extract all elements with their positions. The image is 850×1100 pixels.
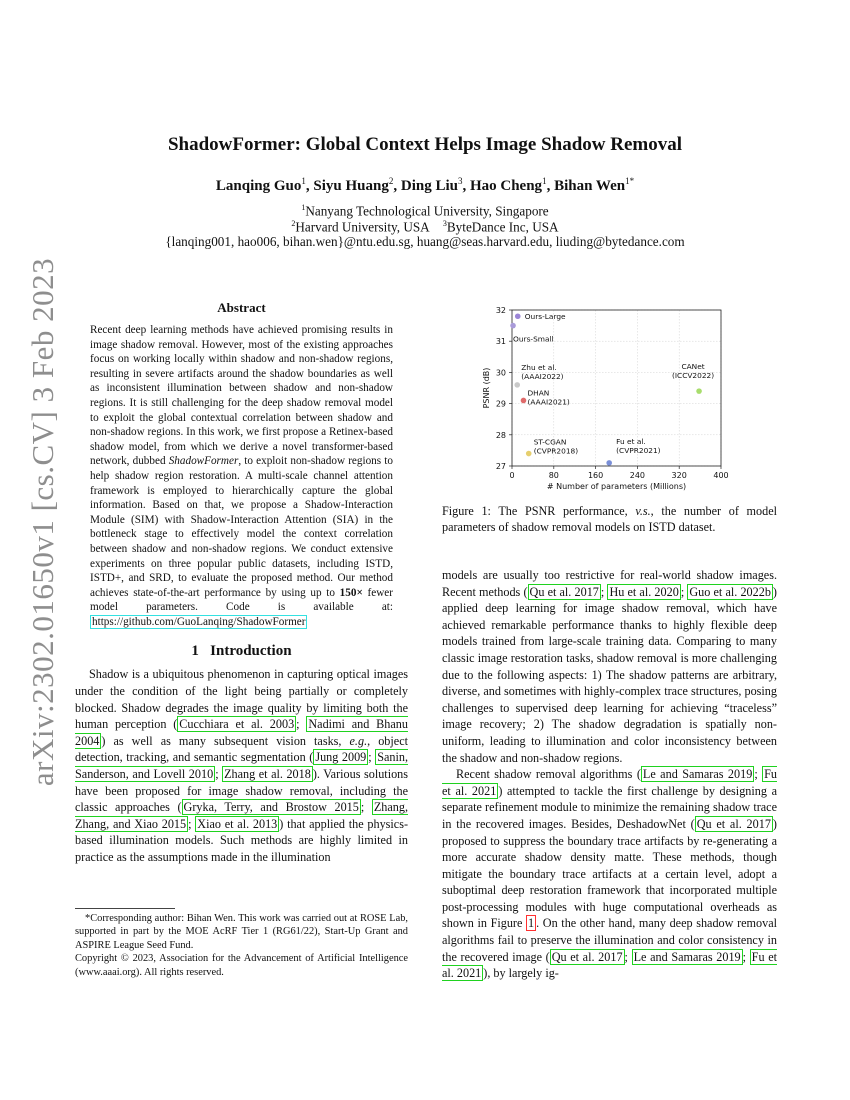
affil-text: ByteDance Inc, USA <box>446 219 559 235</box>
data-label: (AAAI2022) <box>521 371 564 381</box>
abstract-text: fewer model parameters. Code is available at: <box>90 586 393 614</box>
copyright-notice: Copyright © 2023, Association for the Advancement of Artificial Intelligence (www.aaai.org). All rights reserved. <box>75 953 408 978</box>
data-label: CANet <box>681 362 705 372</box>
footnote-text: *Corresponding author: Bihan Wen. This work was carried out at ROSE Lab, supported in part by the MOE AcRF Tier 1 (RG61/22), Start-Up Grant and ASPIRE League Seed Fund. <box>75 913 408 951</box>
code-url-link[interactable]: https://github.com/GuoLanqing/ShadowFormer <box>92 615 306 628</box>
section-number: 1 <box>191 643 199 660</box>
author-affil: 1* <box>625 176 635 186</box>
intro-paragraph <box>442 766 777 982</box>
citation-link[interactable]: Zhang et al. 2018 <box>224 767 311 782</box>
body-text: . On the other hand, many deep shadow removal algorithms fail to preserve the illumination and color consistency in the recovered image ( <box>442 916 778 964</box>
y-tick-label: 31 <box>495 337 506 347</box>
x-tick-label: 80 <box>548 471 559 480</box>
author-affil: 1 <box>301 176 306 186</box>
caption-text: , the number of model parameters of shadow removal models on ISTD dataset. <box>442 504 778 534</box>
intro-paragraph-cont <box>442 567 777 766</box>
x-tick-label: 400 <box>713 471 729 480</box>
abstract-heading: Abstract <box>217 300 266 315</box>
citation-link[interactable]: Qu et al. 2017 <box>696 816 771 831</box>
paper-title: ShadowFormer: Global Context Helps Image Shadow Removal <box>167 134 683 155</box>
data-label: ST-CGAN <box>533 437 567 447</box>
body-text: ) attempted to tackle the first challenge by designing a separate refinement module to minimize the remaining shadow trace in the recovered images. Besides, DeshadowNet ( <box>442 783 778 831</box>
arxiv-sidebar <box>18 257 68 787</box>
data-label: Ours-Small <box>513 334 554 344</box>
citation-link[interactable]: Guo et al. 2022b <box>689 584 771 599</box>
right-column <box>442 567 777 982</box>
citation-link[interactable]: Nadimi and Bhanu 2004 <box>75 717 408 748</box>
affiliation-1 <box>0 203 850 219</box>
figure-ref-link[interactable]: 1 <box>528 916 535 931</box>
author-name: Hao Cheng <box>469 178 543 194</box>
body-text: ). Various solutions have been proposed for image shadow removal, including the classic approaches ( <box>75 767 409 815</box>
author-emails: {lanqing001, hao006, bihan.wen}@ntu.edu.sg, huang@seas.harvard.edu, liuding@bytedance.com <box>165 234 685 249</box>
citation-separator: ; <box>754 767 763 782</box>
body-text: Recent shadow removal algorithms ( <box>456 767 641 782</box>
citation-link[interactable]: Zhang, Zhang, and Xiao 2015 <box>75 800 409 831</box>
data-label: (AAAI2021) <box>527 397 570 407</box>
x-tick-label: 0 <box>509 471 515 480</box>
data-label: (CVPR2021) <box>616 445 661 455</box>
citation-link[interactable]: Le and Samaras 2019 <box>633 949 741 964</box>
citation-separator: ; <box>215 767 223 782</box>
body-text: ), by largely ig- <box>483 966 559 981</box>
section-heading-introduction <box>75 643 408 660</box>
data-label: Ours-Large <box>524 312 566 322</box>
citation-separator: ; <box>360 800 372 815</box>
abstract-text: , to exploit non-shadow regions to help shadow region restoration. A multi-scale channel attention framework is employed to hierarchically capture the global information. Based on that, we propose a Shadow-Interaction Module (SIM) with Shadow-Interaction Attention (SIA) in the bottleneck stage to effectively model the context correlation between shadow and non-shadow regions. We conduct extensive experiments on three popular public datasets, including ISTD, ISTD+, and SRD, to evaluate the proposed method. Our method achieves state-of-the-art performance by using up to <box>90 455 393 599</box>
citation-link[interactable]: Sanin, Sanderson, and Lovell 2010 <box>75 750 408 782</box>
x-axis-label: # Number of parameters (Millions) <box>546 482 687 491</box>
citation-link[interactable]: Gryka, Terry, and Brostow 2015 <box>183 800 359 815</box>
left-column <box>75 300 408 866</box>
citation-link[interactable]: Xiao et al. 2013 <box>197 816 278 831</box>
y-axis-label: PSNR (dB) <box>482 367 491 409</box>
author-list: Lanqing Guo$^1$, Siyu Huang$^2$, Ding Liu$^3$, Hao Cheng$^1$, Bihan Wen$^{1*}$ <box>215 176 635 194</box>
affil-mark: 3 <box>442 219 447 228</box>
arxiv-id: arXiv:2302.01650v1 [cs.CV] 3 Feb 2023 <box>25 257 60 787</box>
data-point-ours-small <box>510 323 516 329</box>
body-text: ) as well as many subsequent vision tasks, <box>101 733 350 748</box>
body-text: ) applied deep learning for image shadow removal, which have achieved remarkable performance thanks to highly flexible deep models trained from large-scale training data. Comparing to many classic image restoration tasks, shadow removal is more challenging due to the following aspects: 1) The shadow patterns are arbitrary, diverse, and sometimes with highly-complex trace structures, posing challenges to supervised deep learning for achieving “traceless” image recovery; 2) The shadow degradation is spatially non-uniform, leading to illumination and color inconsistency between the shadow and non-shadow regions. <box>442 584 777 765</box>
psnr-scatter-chart <box>476 302 746 498</box>
abstract-emphasis: ShadowFormer <box>168 455 239 468</box>
data-point-canet <box>696 388 702 394</box>
y-tick-label: 30 <box>495 368 506 378</box>
affiliation-2-3 <box>0 219 850 235</box>
citation-separator: ; <box>600 584 608 599</box>
data-label: DHAN <box>527 388 550 398</box>
affil-mark: 1 <box>301 203 306 212</box>
y-tick-label: 29 <box>495 399 506 409</box>
intro-paragraph <box>75 666 408 865</box>
y-tick-label: 27 <box>495 462 506 471</box>
author-affil: 1 <box>542 176 547 186</box>
citation-separator: ; <box>296 717 307 732</box>
x-tick-label: 320 <box>671 471 687 480</box>
affil-text: Harvard University, USA <box>295 219 430 235</box>
data-point-fu-et-al- <box>606 460 612 466</box>
citation-link[interactable]: Qu et al. 2017 <box>529 584 599 599</box>
affil-mark: 2 <box>291 219 296 228</box>
data-label: (CVPR2018) <box>533 446 579 456</box>
y-tick-label: 28 <box>495 430 506 440</box>
caption-emphasis: v.s. <box>635 504 651 518</box>
body-text: , object detection, tracking, and semantic segmentation ( <box>75 733 408 765</box>
abstract-body <box>90 323 393 629</box>
citation-link[interactable]: Fu et al. 2021 <box>442 949 777 981</box>
citation-link[interactable]: Jung 2009 <box>315 750 367 765</box>
citation-link[interactable]: Hu et al. 2020 <box>609 584 679 599</box>
body-emphasis: e.g. <box>349 733 368 748</box>
citation-link[interactable]: Fu et al. 2021 <box>442 767 777 798</box>
body-text: ) that applied the physics-based illumination models. Such methods are highly limited in practice as the assumptions made in the illumination <box>75 816 409 864</box>
citation-separator: ; <box>624 949 632 964</box>
footnote-rule <box>75 908 175 909</box>
figure-caption <box>442 503 777 535</box>
section-title: Introduction <box>210 643 292 660</box>
citation-link[interactable]: Cucchiara et al. 2003 <box>179 717 295 732</box>
author-name: Ding Liu <box>400 178 458 194</box>
data-point-dhan <box>521 398 527 404</box>
abstract-text: Recent deep learning methods have achieved promising results in image shadow removal. However, most of the existing approaches focus on working locally within shadow and non-shadow regions, resulting in severe artifacts around the shadow boundaries as well as inconsistent illumination between shadow and non-shadow regions. It is still challenging for the deep shadow removal model to exploit the global contextual correlation between shadow and non-shadow regions. In this work, we first propose a Retinex-based shadow model, from which we derive a novel transformer-based network, dubbed <box>90 324 393 468</box>
body-text: ) proposed to suppress the boundary trace artifacts by re-generating a more accurate shadow density matte. These methods, though mitigate the boundary trace artifacts at a certain level, adopt a suboptimal deep restoration framework that incorporated multiple post-processing modules with huge computational overheads as shown in Figure <box>442 816 777 931</box>
citation-link[interactable]: Qu et al. 2017 <box>551 949 623 964</box>
affil-text: Nanyang Technological University, Singapore <box>305 203 549 219</box>
citation-separator: ; <box>188 816 196 831</box>
data-label: (ICCV2022) <box>671 371 715 381</box>
citation-separator: ; <box>680 584 688 599</box>
caption-text: Figure 1: The PSNR performance, <box>442 504 636 518</box>
author-affil: 2 <box>388 176 394 186</box>
body-text: models are usually too restrictive for real-world shadow images. Recent methods ( <box>442 568 777 599</box>
data-point-st-cgan <box>526 451 532 457</box>
data-point-ours-large <box>515 313 521 319</box>
abstract-factor: 150× <box>339 586 363 599</box>
x-tick-label: 160 <box>587 471 604 480</box>
data-label: Zhu et al. <box>521 362 557 372</box>
citation-separator: ; <box>742 949 750 964</box>
author-name: Lanqing Guo <box>215 178 302 194</box>
author-affil: 3 <box>457 176 463 186</box>
chart-points <box>510 312 714 465</box>
footnote <box>75 912 408 979</box>
citation-link[interactable]: Le and Samaras 2019 <box>642 767 753 782</box>
y-tick-label: 32 <box>495 306 506 315</box>
x-tick-label: 240 <box>629 471 646 480</box>
citation-separator: ; <box>368 750 376 765</box>
author-name: Siyu Huang <box>313 178 389 194</box>
data-label: Fu et al. <box>616 436 646 446</box>
body-text: Shadow is a ubiquitous phenomenon in capturing optical images under the condition of the light being partially or completely blocked. Shadow degrades the image quality by limiting both the human perception ( <box>75 667 408 732</box>
data-point-zhu-et-al- <box>514 382 520 388</box>
author-name: Bihan Wen <box>554 178 626 194</box>
